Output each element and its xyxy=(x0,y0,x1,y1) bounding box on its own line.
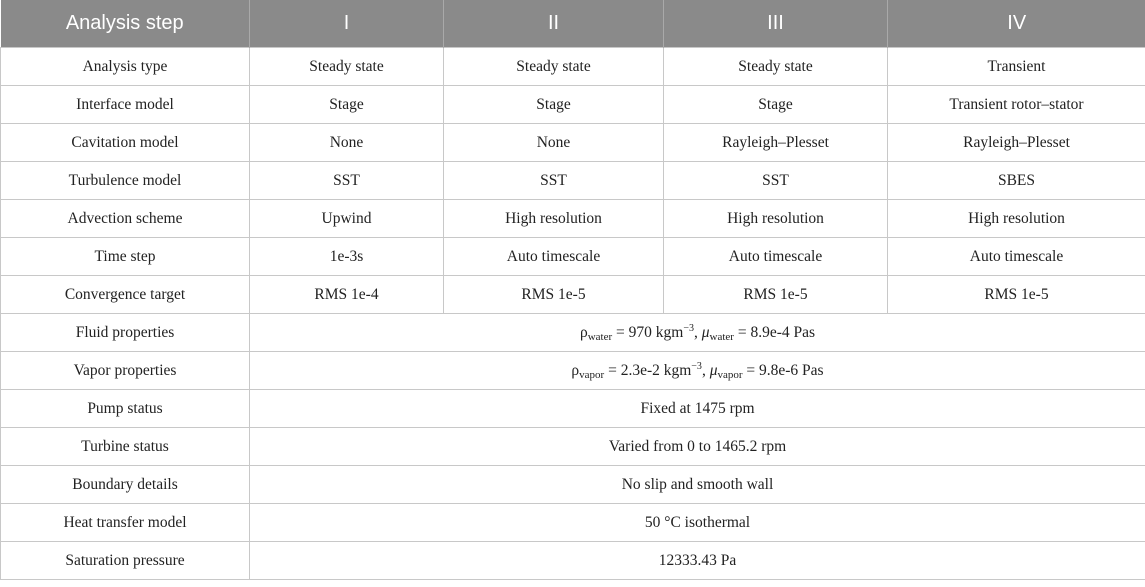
merged-cell: 12333.43 Pa xyxy=(250,542,1145,580)
row-label: Vapor properties xyxy=(1,352,250,390)
rho-symbol: ρ xyxy=(579,323,588,341)
table-cell: Steady state xyxy=(444,48,664,86)
header-step-i: I xyxy=(250,0,444,48)
rho-subscript: vapor xyxy=(579,368,605,381)
rho-subscript: water xyxy=(587,330,613,343)
table-cell: None xyxy=(444,124,664,162)
table-cell: Stage xyxy=(444,86,664,124)
table-cell: Auto timescale xyxy=(664,238,888,276)
table-row-vapor-properties xyxy=(1,352,1145,390)
table-cell: SBES xyxy=(888,162,1145,200)
mu-symbol: μ xyxy=(709,361,718,379)
table-cell: Steady state xyxy=(664,48,888,86)
table-cell: Transient rotor–stator xyxy=(888,86,1145,124)
rho-value: = 2.3e-2 kgm xyxy=(604,361,692,379)
table-row xyxy=(1,238,1145,276)
header-analysis-step: Analysis step xyxy=(1,0,250,48)
table-cell: High resolution xyxy=(444,200,664,238)
table-cell: High resolution xyxy=(888,200,1145,238)
table-cell: 1e-3s xyxy=(250,238,444,276)
table-cell: RMS 1e-5 xyxy=(888,276,1145,314)
table-cell: RMS 1e-4 xyxy=(250,276,444,314)
table-cell: SST xyxy=(250,162,444,200)
rho-exponent: −3 xyxy=(683,322,694,334)
table-cell: Rayleigh–Plesset xyxy=(888,124,1145,162)
table-cell: High resolution xyxy=(664,200,888,238)
table-cell: Rayleigh–Plesset xyxy=(664,124,888,162)
row-label: Boundary details xyxy=(1,466,250,504)
table-row-turbine-status xyxy=(1,428,1145,466)
table-row-fluid-properties xyxy=(1,314,1145,352)
row-label: Saturation pressure xyxy=(1,542,250,580)
mu-symbol: μ xyxy=(701,323,710,341)
row-label: Turbulence model xyxy=(1,162,250,200)
row-label: Heat transfer model xyxy=(1,504,250,542)
row-label: Fluid properties xyxy=(1,314,250,352)
table-row-pump-status xyxy=(1,390,1145,428)
table-cell: Stage xyxy=(250,86,444,124)
merged-cell: Fixed at 1475 rpm xyxy=(250,390,1145,428)
rho-exponent: −3 xyxy=(691,360,702,372)
table-cell: RMS 1e-5 xyxy=(444,276,664,314)
table-row-heat-transfer-model xyxy=(1,504,1145,542)
rho-value: = 970 kgm xyxy=(612,323,684,341)
row-label: Convergence target xyxy=(1,276,250,314)
merged-cell: Varied from 0 to 1465.2 rpm xyxy=(250,428,1145,466)
row-label: Time step xyxy=(1,238,250,276)
merged-cell-fluid-properties xyxy=(250,314,1145,352)
row-label: Advection scheme xyxy=(1,200,250,238)
table-cell: RMS 1e-5 xyxy=(664,276,888,314)
table-row xyxy=(1,86,1145,124)
table-cell: Upwind xyxy=(250,200,444,238)
table-cell: None xyxy=(250,124,444,162)
table-row xyxy=(1,124,1145,162)
merged-cell: 50 °C isothermal xyxy=(250,504,1145,542)
row-label: Pump status xyxy=(1,390,250,428)
mu-subscript: water xyxy=(709,330,734,343)
table-cell: SST xyxy=(444,162,664,200)
table-cell: SST xyxy=(664,162,888,200)
separator: , xyxy=(693,323,702,341)
header-step-ii: II xyxy=(444,0,664,48)
table-cell: Stage xyxy=(664,86,888,124)
separator: , xyxy=(701,361,710,379)
table-row xyxy=(1,162,1145,200)
row-label: Turbine status xyxy=(1,428,250,466)
table-cell: Auto timescale xyxy=(888,238,1145,276)
row-label: Analysis type xyxy=(1,48,250,86)
merged-cell: No slip and smooth wall xyxy=(250,466,1145,504)
mu-subscript: vapor xyxy=(717,368,743,381)
mu-value: = 8.9e-4 Pas xyxy=(733,323,816,341)
header-row xyxy=(1,0,1145,48)
table-cell: Transient xyxy=(888,48,1145,86)
table-row-saturation-pressure xyxy=(1,542,1145,580)
table-cell: Steady state xyxy=(250,48,444,86)
row-label: Interface model xyxy=(1,86,250,124)
table-cell: Auto timescale xyxy=(444,238,664,276)
table-row xyxy=(1,48,1145,86)
table-row-boundary-details xyxy=(1,466,1145,504)
rho-symbol: ρ xyxy=(571,361,580,379)
merged-cell-vapor-properties xyxy=(250,352,1145,390)
mu-value: = 9.8e-6 Pas xyxy=(742,361,824,379)
header-step-iv: IV xyxy=(888,0,1145,48)
header-step-iii: III xyxy=(664,0,888,48)
table-row xyxy=(1,276,1145,314)
table-row xyxy=(1,200,1145,238)
row-label: Cavitation model xyxy=(1,124,250,162)
